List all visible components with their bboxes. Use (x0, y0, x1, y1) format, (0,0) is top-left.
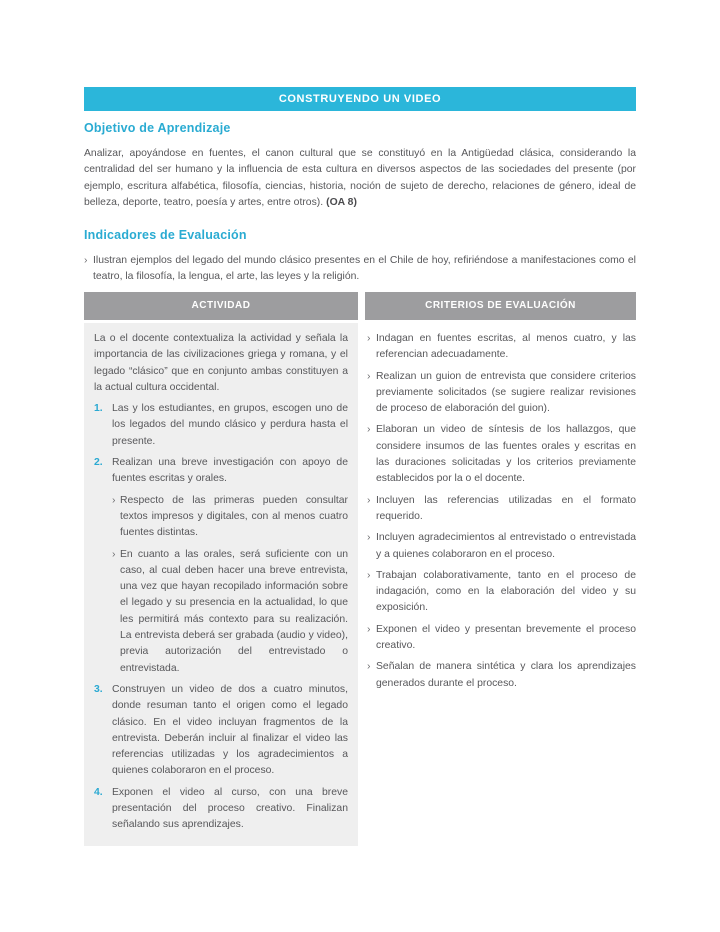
criterio-item (367, 568, 636, 617)
criterios-cell (365, 323, 636, 692)
step-text: Realizan una breve investigación con apoyo de fuentes escritas y orales. (112, 457, 348, 485)
criterio-item (367, 493, 636, 526)
step-sub-bullet (112, 547, 348, 677)
criterio-item (367, 331, 636, 364)
criterio-text: Exponen el video y presentan brevemente el proceso creativo. (376, 623, 636, 652)
step-number: 2. (94, 457, 103, 469)
criterio-text: Indagan en fuentes escritas, al menos cuatro, y las referencian adecuadamente. (376, 333, 636, 361)
actividad-criterios-table (84, 292, 636, 846)
sub-bullet-text: En cuanto a las orales, será suficiente con un caso, al cual deben hacer una breve entrevista, una vez que hayan recopilado información sobre el legado y su presencia en la actualidad, lo que les permitirá más contexto para su realización. La entrevista deberá ser grabada (audio y video), previa autorización del entrevistado o entrevistada. (120, 548, 348, 674)
angle-bullet-icon: › (367, 661, 371, 673)
actividad-column-header: ACTIVIDAD (84, 292, 358, 320)
step-text: Las y los estudiantes, en grupos, escogen uno de los legados del mundo clásico y perdura hasta el presente. (112, 403, 348, 447)
objetivo-paragraph (84, 146, 636, 211)
actividad-step (94, 785, 348, 834)
step-number: 3. (94, 683, 103, 695)
angle-bullet-icon: › (367, 623, 371, 635)
objetivo-text: Analizar, apoyándose en fuentes, el canon cultural que se constituyó en la Antigüedad clásica, considerando la centralidad del ser humano y la influencia de esta cultura en diversos aspectos de las sociedades del presente (por ejemplo, escritura alfabética, filosofía, ciencias, historia, noción de sujeto de derecho, relaciones de género, ideal de belleza, deporte, teatro, poesía y artes, entre otros). (84, 148, 636, 208)
step-number: 4. (94, 786, 103, 798)
criterio-item (367, 530, 636, 563)
step-sub-bullet (112, 493, 348, 542)
step-text: Construyen un video de dos a cuatro minutos, donde resuman tanto el origen como el legado clásico. En el video incluyan fragmentos de la entrevista. Deberán incluir al finalizar el video las referencias utilizadas y los agradecimientos a quienes colaboraron en el proceso. (112, 683, 348, 777)
section-title-bar (84, 87, 636, 111)
criterio-item (367, 422, 636, 487)
indicador-text: Ilustran ejemplos del legado del mundo clásico presentes en el Chile de hoy, refiriéndose a manifestaciones como el teatro, la filosofía, la lengua, el arte, las leyes y la religión. (93, 255, 636, 283)
criterio-item (367, 622, 636, 655)
angle-bullet-icon: › (367, 370, 371, 382)
actividad-step (94, 455, 348, 677)
criterio-item (367, 369, 636, 418)
step-number: 1. (94, 403, 103, 415)
criterio-text: Incluyen las referencias utilizadas en el formato requerido. (376, 494, 636, 522)
angle-bullet-icon: › (367, 333, 371, 344)
sub-bullet-text: Respecto de las primeras pueden consultar textos impresos y digitales, con al menos cuatro fuentes distintas. (120, 494, 348, 539)
criterios-column (365, 292, 636, 846)
section-title: CONSTRUYENDO UN VIDEO (278, 93, 442, 105)
actividad-step (94, 682, 348, 780)
actividad-intro: La o el docente contextualiza la actividad y señala la importancia de las civilizaciones griega y romana, y el legado “clásico” que en conjunto ambas constituyen a la actual cultura occidental. (94, 333, 348, 393)
actividad-cell (84, 323, 358, 846)
criterio-text: Elaboran un video de síntesis de los hallazgos, que considere insumos de las fuentes orales y escritas en las duraciones solicitadas y los criterios previamente establecidos por la o el docente. (376, 424, 636, 485)
criterio-item (367, 659, 636, 692)
criterio-text: Realizan un guion de entrevista que considere criterios previamente solicitados (se sugiere realizar revisiones de proceso de elaboración del guion). (376, 370, 636, 415)
step-text: Exponen el video al curso, con una breve presentación del proceso creativo. Finalizan señalando sus aprendizajes. (112, 786, 348, 831)
angle-bullet-icon: › (367, 424, 371, 436)
angle-bullet-icon: › (367, 532, 371, 544)
criterio-text: Señalan de manera sintética y clara los aprendizajes generados durante el proceso. (376, 661, 636, 689)
angle-bullet-icon: › (367, 569, 371, 581)
objetivo-heading: Objetivo de Aprendizaje (84, 121, 231, 135)
angle-bullet-icon: › (112, 494, 116, 506)
indicadores-heading: Indicadores de Evaluación (84, 228, 247, 242)
angle-bullet-icon: › (84, 255, 88, 266)
angle-bullet-icon: › (367, 494, 371, 506)
criterio-text: Trabajan colaborativamente, tanto en el proceso de indagación, como en la elaboración del video y su exposición. (376, 569, 636, 614)
oa-tag: (OA 8) (326, 196, 357, 208)
actividad-step (94, 401, 348, 450)
criterio-text: Incluyen agradecimientos al entrevistado o entrevistada y a quienes colaboraron en el proceso. (376, 532, 636, 560)
angle-bullet-icon: › (112, 548, 116, 560)
indicador-item (84, 253, 636, 286)
actividad-column (84, 292, 358, 846)
criterios-column-header: CRITERIOS DE EVALUACIÓN (365, 292, 636, 320)
